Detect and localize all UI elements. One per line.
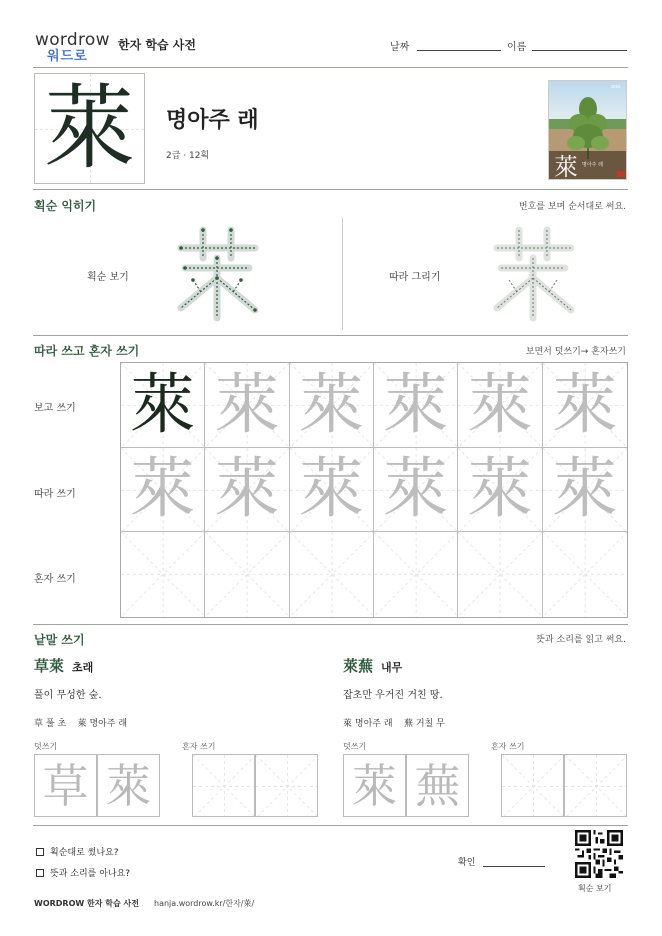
vocab-section-note: 뜻과 소리를 읽고 써요. — [536, 635, 626, 645]
logo-wordrow: wordrow — [35, 30, 110, 50]
name-field[interactable] — [532, 50, 627, 51]
logo-korean: 워드로 — [47, 49, 88, 64]
photo-caption: 명아주 래 — [582, 162, 603, 168]
practice-cell[interactable] — [374, 448, 458, 533]
vocab-hanja: 草萊 — [34, 657, 65, 675]
vocab-write-box[interactable] — [501, 754, 564, 817]
practice-character: 萊 — [466, 450, 533, 528]
confirm-label: 확인 — [458, 858, 476, 868]
page-title: 한자 학습 사전 — [118, 38, 196, 52]
plant-photo — [548, 80, 627, 180]
photo-badge: ooo — [611, 84, 621, 90]
practice-cell[interactable] — [374, 363, 458, 448]
alone-label: 혼자 쓰기 — [182, 742, 216, 751]
practice-cell[interactable] — [205, 532, 289, 617]
stroke-order-diagram — [163, 218, 271, 326]
section-divider — [33, 335, 628, 336]
main-character-box — [34, 73, 145, 184]
vocab-write-box[interactable] — [255, 754, 318, 817]
vocab-parts: 萊 명아주 래 蕪 거칠 무 — [343, 719, 445, 729]
vocab-trace-box[interactable]: 萊 — [97, 754, 160, 817]
vocab-trace-box[interactable]: 萊 — [343, 754, 406, 817]
practice-cell[interactable] — [290, 448, 374, 533]
section-divider — [33, 825, 628, 826]
practice-character: 萊 — [298, 365, 365, 443]
practice-character: 萊 — [213, 450, 280, 528]
vocab-parts: 草 풀 초 萊 명아주 래 — [34, 719, 128, 729]
practice-cell[interactable] — [543, 532, 627, 617]
practice-cell[interactable] — [458, 448, 542, 533]
vocab-hanja: 萊蕪 — [343, 657, 374, 675]
stroke-view-label: 획순 보기 — [87, 272, 129, 283]
stroke-section-title: 획순 익히기 — [34, 199, 97, 213]
row-label-alone: 혼자 쓰기 — [34, 574, 76, 585]
practice-character: 萊 — [382, 450, 449, 528]
date-label: 날짜 — [390, 42, 410, 53]
vocab-trace-box[interactable]: 草 — [34, 754, 97, 817]
practice-character: 萊 — [551, 365, 618, 443]
meaning-reading: 명아주 래 — [166, 108, 259, 133]
footer-url[interactable]: hanja.wordrow.kr/한자/萊/ — [154, 899, 255, 908]
grade-strokes: 2급 · 12획 — [166, 151, 210, 161]
main-character: 萊 — [43, 74, 136, 182]
photo-hanja: 萊 — [554, 153, 578, 180]
practice-cell[interactable] — [121, 363, 205, 448]
qr-label: 획순 보기 — [578, 884, 612, 893]
confirm-field[interactable] — [483, 866, 545, 867]
footer-brand: WORDROW 한자 학습 사전 — [34, 899, 139, 908]
stroke-section-note: 번호를 보며 순서대로 써요. — [518, 202, 626, 212]
vocab-definition: 잡초만 우거진 거친 땅. — [343, 690, 443, 701]
practice-character: 萊 — [213, 365, 280, 443]
header-divider — [33, 67, 628, 68]
stroke-trace-diagram[interactable] — [479, 218, 587, 326]
practice-character: 萊 — [298, 450, 365, 528]
vocab-section-title: 낱말 쓰기 — [34, 633, 85, 647]
trace-label: 덧쓰기 — [343, 742, 367, 751]
practice-character: 萊 — [466, 365, 533, 443]
checkbox-icon[interactable] — [36, 848, 44, 856]
practice-cell[interactable] — [543, 363, 627, 448]
stroke-trace-label: 따라 그리기 — [389, 272, 441, 283]
vocab-write-box[interactable] — [192, 754, 255, 817]
checkbox-icon[interactable] — [36, 869, 44, 877]
practice-cell[interactable] — [121, 532, 205, 617]
practice-cell[interactable] — [205, 448, 289, 533]
practice-cell[interactable] — [458, 363, 542, 448]
vocab-trace-box[interactable]: 蕪 — [406, 754, 469, 817]
practice-cell[interactable] — [543, 448, 627, 533]
practice-character: 萊 — [129, 365, 196, 443]
practice-character: 萊 — [129, 450, 196, 528]
row-label-look: 보고 쓰기 — [34, 403, 76, 414]
qr-code-icon[interactable] — [575, 830, 623, 878]
practice-grid — [120, 362, 628, 618]
row-label-trace: 따라 쓰기 — [34, 489, 76, 500]
practice-cell[interactable] — [458, 532, 542, 617]
stroke-divider — [342, 218, 343, 330]
vocab-definition: 풀이 무성한 숲. — [34, 690, 102, 701]
practice-section-title: 따라 쓰고 혼자 쓰기 — [34, 344, 140, 358]
practice-cell[interactable] — [374, 532, 458, 617]
alone-label: 혼자 쓰기 — [491, 742, 525, 751]
date-field[interactable] — [417, 50, 501, 51]
practice-section-note: 보면서 덧쓰기→ 혼자쓰기 — [525, 347, 626, 357]
checklist-item[interactable]: 획순대로 썼나요? — [36, 845, 119, 858]
section-divider — [33, 624, 628, 625]
trace-label: 덧쓰기 — [34, 742, 58, 751]
practice-cell[interactable] — [121, 448, 205, 533]
checklist-item[interactable]: 뜻과 소리를 아나요? — [36, 866, 130, 879]
vocab-reading: 초래 — [72, 661, 94, 674]
practice-cell[interactable] — [290, 532, 374, 617]
name-label: 이름 — [507, 42, 527, 53]
practice-character: 萊 — [551, 450, 618, 528]
practice-cell[interactable] — [290, 363, 374, 448]
vocab-reading: 내무 — [381, 661, 403, 674]
section-divider — [33, 189, 628, 190]
practice-cell[interactable] — [205, 363, 289, 448]
practice-character: 萊 — [382, 365, 449, 443]
vocab-write-box[interactable] — [564, 754, 627, 817]
